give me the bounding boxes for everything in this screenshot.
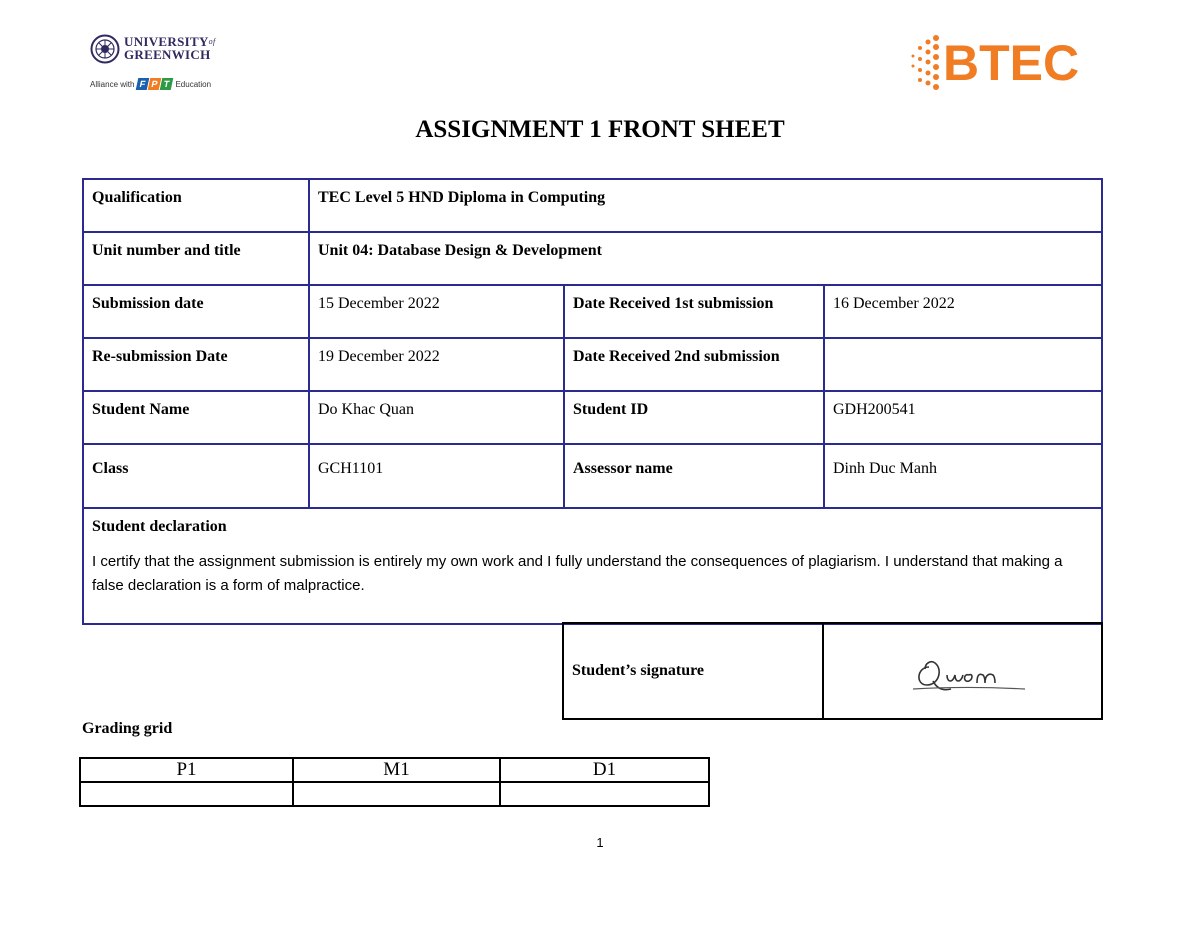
grade-m1-header: M1 [293,758,500,782]
front-sheet-table [82,178,1103,625]
table-row [563,623,1102,719]
declaration-cell [83,508,1102,624]
unit-value: Unit 04: Database Design & Development [309,232,1102,285]
table-row [83,232,1102,285]
declaration-heading: Student declaration [92,518,227,535]
student-name-value: Do Khac Quan [309,391,564,444]
table-row [83,285,1102,338]
table-row [83,391,1102,444]
grading-grid [79,757,710,807]
grade-m1-value [293,782,500,806]
submission-date-value: 15 December 2022 [309,285,564,338]
signature-label: Student’s signature [563,623,823,719]
qualification-value: TEC Level 5 HND Diploma in Computing [309,179,1102,232]
received-2nd-label: Date Received 2nd submission [564,338,824,391]
page-title: ASSIGNMENT 1 FRONT SHEET [415,116,785,143]
unit-label: Unit number and title [83,232,309,285]
declaration-text: I certify that the assignment submission is entirely my own work and I fully understand the consequences of plagiarism. I understand that making a false declaration is a form of malpractice. [92,553,1063,594]
signature-cell [823,623,1102,719]
grading-grid-label: Grading grid [82,720,173,737]
table-row [83,179,1102,232]
received-1st-label: Date Received 1st submission [564,285,824,338]
btec-dots-icon [908,32,944,94]
received-2nd-value [824,338,1102,391]
greenwich-logo [90,34,230,92]
class-label: Class [83,444,309,508]
greenwich-seal-icon [90,34,120,64]
declaration-row [83,508,1102,624]
fpt-logo: F P T [137,78,172,90]
grading-header-row [80,758,709,782]
grading-value-row [80,782,709,806]
fpt-alliance: Alliance with F P T Education [90,79,212,89]
table-row [83,444,1102,508]
received-1st-value: 16 December 2022 [824,285,1102,338]
qualification-label: Qualification [83,179,309,232]
btec-logo [908,32,1098,94]
grade-d1-header: D1 [500,758,709,782]
grade-p1-header: P1 [80,758,293,782]
student-id-value: GDH200541 [824,391,1102,444]
class-value: GCH1101 [309,444,564,508]
resubmission-label: Re-submission Date [83,338,309,391]
grade-d1-value [500,782,709,806]
student-name-label: Student Name [83,391,309,444]
signature-table [562,622,1103,720]
handwritten-signature [907,645,1037,697]
resubmission-value: 19 December 2022 [309,338,564,391]
greenwich-wordmark: $UNIVERSITY^{of}$ GREENWICH [124,34,216,62]
page-number: 1 [596,835,604,850]
student-id-label: Student ID [564,391,824,444]
submission-date-label: Submission date [83,285,309,338]
grade-p1-value [80,782,293,806]
table-row [83,338,1102,391]
assessor-label: Assessor name [564,444,824,508]
assessor-value: Dinh Duc Manh [824,444,1102,508]
btec-wordmark: BTEC [943,35,1080,91]
